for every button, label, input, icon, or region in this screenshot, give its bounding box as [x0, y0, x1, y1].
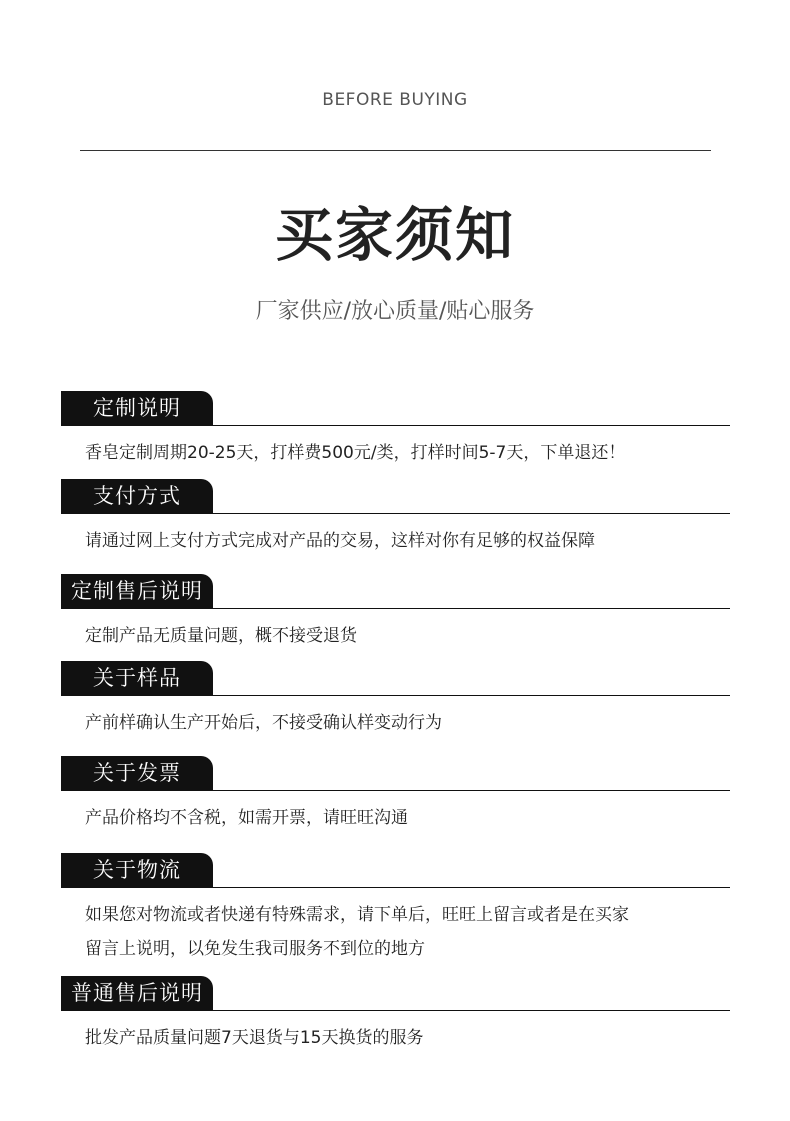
section-text-line: 香皂定制周期20-25天，打样费500元/类，打样时间5-7天，下单退还！ [85, 443, 626, 463]
section-text-line: 批发产品质量问题7天退货与15天换货的服务 [85, 1028, 424, 1048]
section-header [61, 853, 730, 888]
section-text-line: 产品价格均不含税，如需开票，请旺旺沟通 [85, 808, 408, 828]
section-body [85, 898, 730, 966]
section-body [85, 1021, 730, 1055]
section-header [61, 391, 730, 426]
section-label: 支付方式 [61, 479, 213, 513]
section-text-line: 留言上说明，以免发生我司服务不到位的地方 [85, 939, 425, 959]
section-header [61, 756, 730, 791]
section-general-after-sales [61, 976, 730, 1055]
section-invoice [61, 756, 730, 835]
section-body [85, 801, 730, 835]
section-payment [61, 479, 730, 558]
page-title: 买家须知 [274, 201, 515, 269]
section-label: 关于物流 [61, 853, 213, 887]
section-text-line: 定制产品无质量问题，概不接受退货 [85, 626, 357, 646]
section-body [85, 706, 730, 740]
section-text-line: 请通过网上支付方式完成对产品的交易，这样对你有足够的权益保障 [85, 531, 595, 551]
section-body [85, 436, 730, 470]
top-divider [80, 150, 711, 151]
eyebrow-text: BEFORE BUYING [322, 90, 468, 110]
section-custom-notes [61, 391, 730, 470]
section-logistics [61, 853, 730, 966]
section-header [61, 479, 730, 514]
section-header [61, 976, 730, 1011]
page-subtitle: 厂家供应/放心质量/贴心服务 [255, 299, 535, 324]
section-header [61, 574, 730, 609]
section-body [85, 619, 730, 653]
section-text-line: 产前样确认生产开始后，不接受确认样变动行为 [85, 713, 442, 733]
section-samples [61, 661, 730, 740]
section-header [61, 661, 730, 696]
section-label: 关于发票 [61, 756, 213, 790]
section-label: 普通售后说明 [61, 976, 213, 1010]
section-body [85, 524, 730, 558]
section-text-line: 如果您对物流或者快递有特殊需求，请下单后，旺旺上留言或者是在买家 [85, 905, 629, 925]
section-custom-after-sales [61, 574, 730, 653]
section-label: 关于样品 [61, 661, 213, 695]
section-label: 定制说明 [61, 391, 213, 425]
section-label: 定制售后说明 [61, 574, 213, 608]
